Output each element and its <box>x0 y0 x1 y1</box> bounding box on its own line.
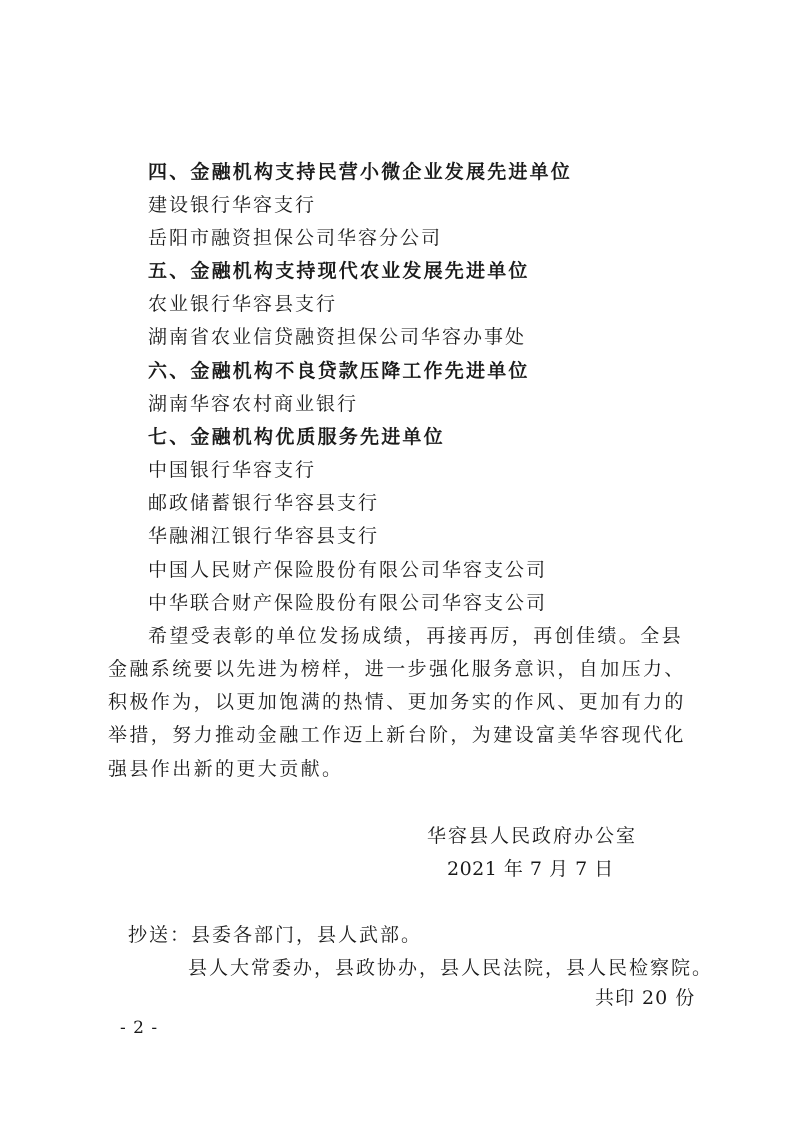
list-item: 中国人民财产保险股份有限公司华容支公司 <box>148 559 548 581</box>
paragraph-line: 希望受表彰的单位发扬成绩，再接再厉，再创佳绩。全县 <box>148 625 684 647</box>
list-item: 华融湘江银行华容县支行 <box>148 525 380 547</box>
issue-date: 2021 年 7 月 7 日 <box>447 858 614 880</box>
list-item: 中国银行华容支行 <box>148 459 317 481</box>
cc-line: 抄送：县委各部门，县人武部。 <box>128 924 423 946</box>
paragraph-line: 金融系统要以先进为榜样，进一步强化服务意识，自加压力、 <box>108 658 686 680</box>
issuer-name: 华容县人民政府办公室 <box>427 825 638 847</box>
section-heading: 七、金融机构优质服务先进单位 <box>148 426 445 448</box>
paragraph-line: 积极作为，以更加饱满的热情、更加务实的作风、更加有力的 <box>108 691 686 713</box>
cc-line: 县人大常委办，县政协办，县人民法院，县人民检察院。 <box>188 957 714 979</box>
section-heading: 五、金融机构支持现代农业发展先进单位 <box>148 260 530 282</box>
copies-count: 共印 20 份 <box>595 987 696 1009</box>
section-heading: 六、金融机构不良贷款压降工作先进单位 <box>148 360 530 382</box>
list-item: 中华联合财产保险股份有限公司华容支公司 <box>148 592 548 614</box>
list-item: 农业银行华容县支行 <box>148 293 338 315</box>
section-heading: 四、金融机构支持民营小微企业发展先进单位 <box>148 161 573 183</box>
paragraph-line: 强县作出新的更大贡献。 <box>108 758 344 780</box>
list-item: 邮政储蓄银行华容县支行 <box>148 492 380 514</box>
list-item: 湖南省农业信贷融资担保公司华容办事处 <box>148 326 527 348</box>
list-item: 湖南华容农村商业银行 <box>148 393 359 415</box>
page-number: - 2 - <box>120 1018 159 1038</box>
list-item: 建设银行华容支行 <box>148 194 317 216</box>
list-item: 岳阳市融资担保公司华容分公司 <box>148 227 443 249</box>
paragraph-line: 举措，努力推动金融工作迈上新台阶，为建设富美华容现代化 <box>108 724 686 746</box>
